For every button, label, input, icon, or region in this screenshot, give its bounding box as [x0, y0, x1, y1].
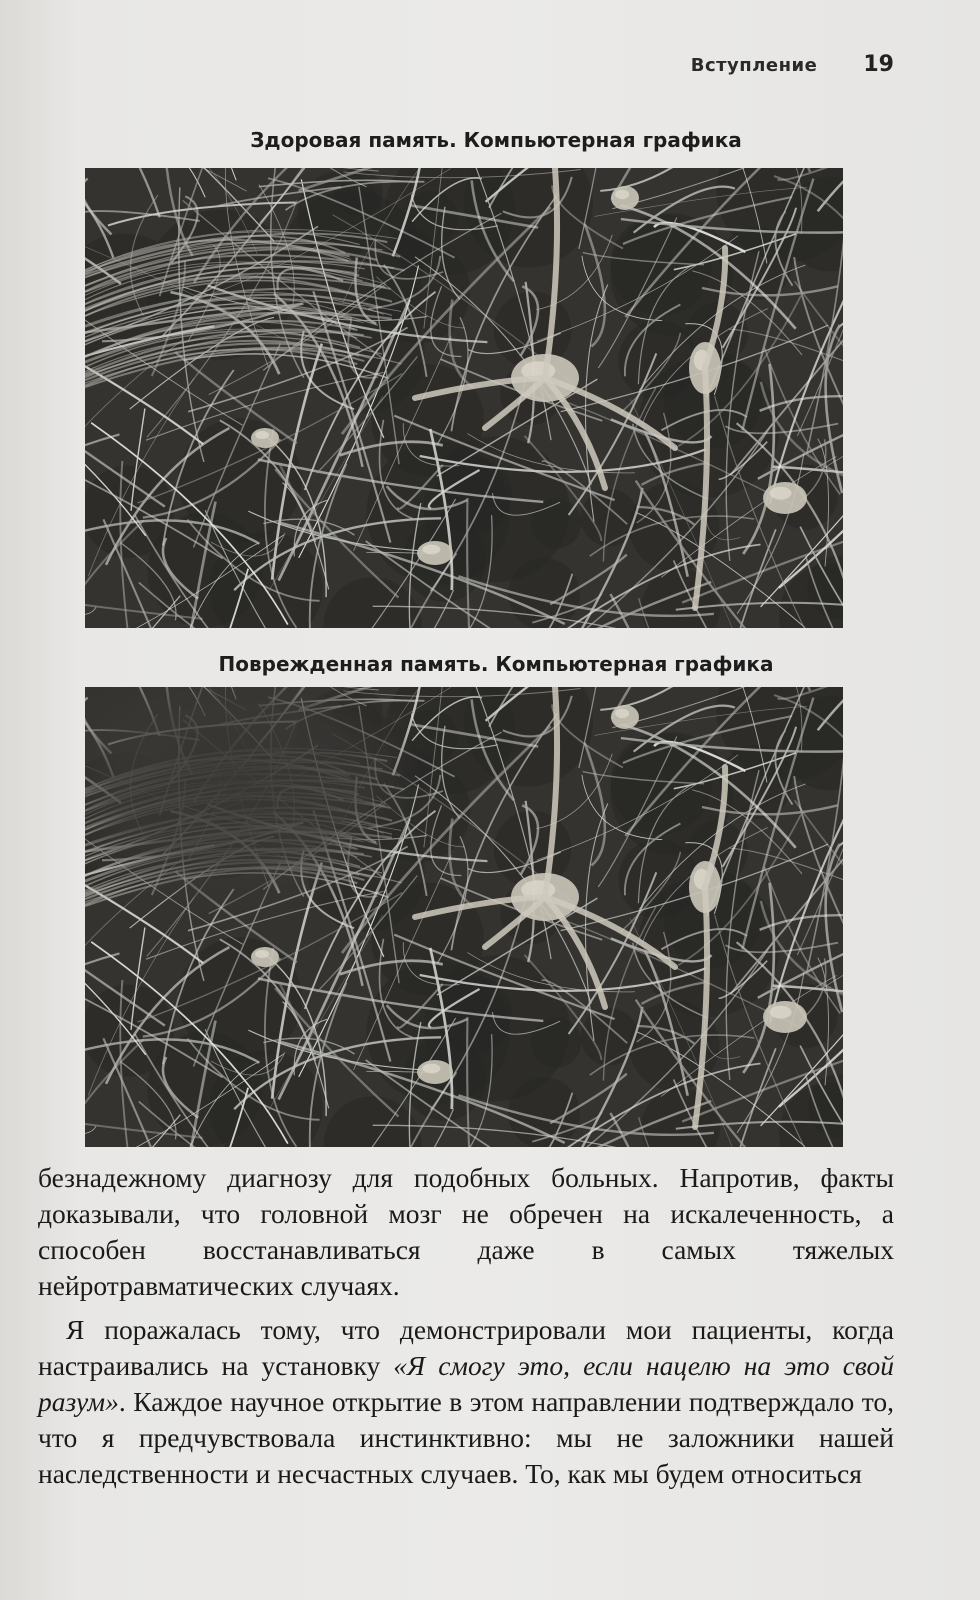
figure-healthy-memory — [85, 168, 843, 628]
figure-caption-healthy: Здоровая память. Компьютерная графика — [250, 128, 742, 152]
running-title: Вступление — [690, 55, 818, 76]
figure-caption-damaged: Поврежденная память. Компьютерная графика — [218, 652, 774, 676]
paragraph: безнадежному диагнозу для подобных больных. Напротив, факты доказывали, что головной мозг не обречен на искалеченность, а способен восстанавливаться даже в самых тяжелых нейротравматических случаях. — [38, 1162, 894, 1301]
paragraph-text: Я поражалась тому, что демонстрировали мои пациенты, когда настраивались на установку — [38, 1314, 894, 1381]
neural-network-image — [85, 687, 843, 1147]
figure-damaged-memory — [85, 687, 843, 1147]
body-text — [38, 1160, 894, 1492]
neural-network-image — [85, 168, 843, 628]
page-number: 19 — [863, 52, 894, 77]
running-head — [691, 52, 894, 77]
paragraph-text: . Каждое научное открытие в этом направлении подтверждало то, что я предчувствовала инстинктивно: мы не заложники нашей наследственности и несчастных случаев. То, как мы будем относиться — [38, 1386, 894, 1489]
paragraph — [38, 1312, 894, 1492]
quote-italic: «Я смогу это, если нацелю на это свой разум» — [38, 1350, 894, 1417]
